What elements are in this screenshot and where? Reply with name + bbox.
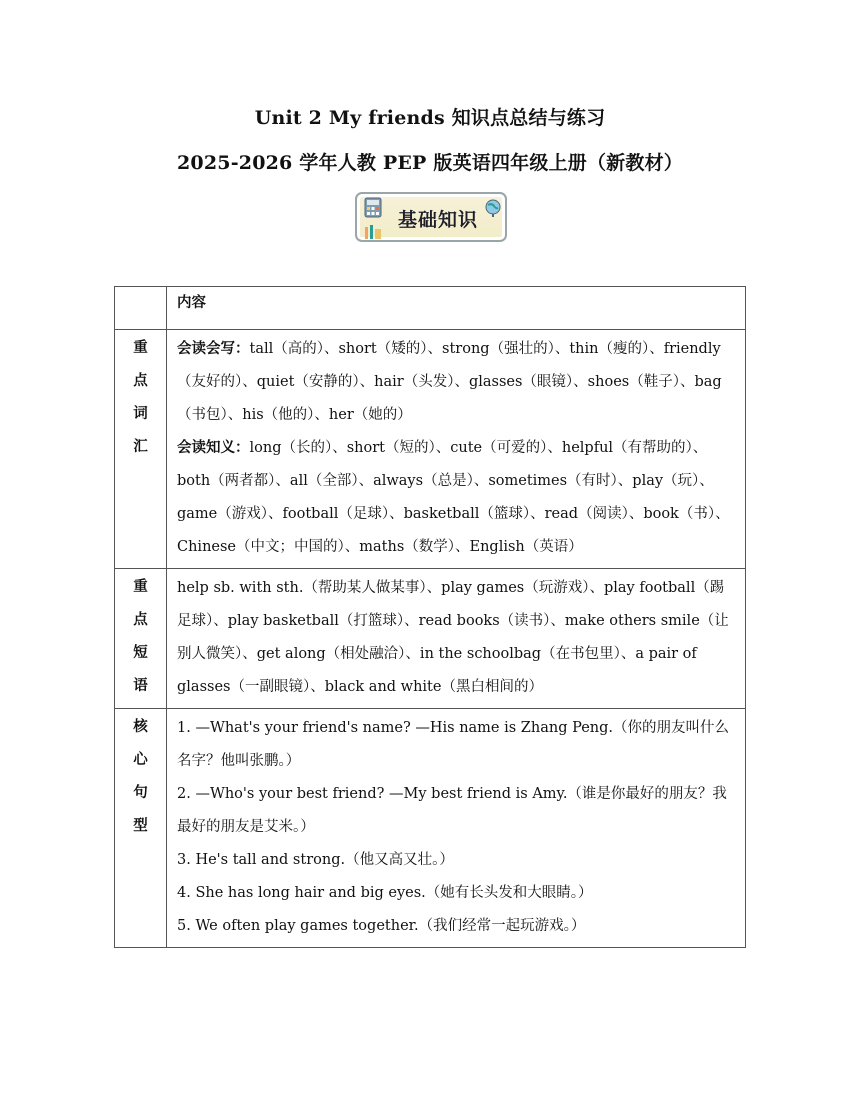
knowledge-table bbox=[114, 286, 746, 948]
document-title: Unit 2 My friends 知识点总结与练习 bbox=[254, 107, 606, 129]
header-content-cell: 内容 bbox=[167, 287, 746, 330]
sentence-item: 5. We often play games together.（我们经常一起玩游戏。） bbox=[177, 918, 586, 934]
phrases-row bbox=[115, 569, 746, 709]
section-badge bbox=[355, 192, 507, 242]
vocab-row bbox=[115, 330, 746, 569]
vocab-label: 重 点 词 汇 bbox=[115, 330, 167, 569]
sentence-item: 3. He's tall and strong.（他又高又壮。） bbox=[177, 852, 454, 868]
phrases-content: help sb. with sth.（帮助某人做某事）、play games（玩游戏）、play football（踢足球）、play basketball（打篮球）、read books（读书）、make others smile（让别人微笑）、get along（相处融洽）、in the schoolbag（在书包里）、a pair of glasses（一副眼镜）、black and white（黑白相间的） bbox=[167, 569, 746, 709]
sentences-row bbox=[115, 709, 746, 948]
badge-label: 基础知识 bbox=[397, 209, 478, 231]
know-label: 会读知义： bbox=[177, 440, 250, 456]
sentence-item: 4. She has long hair and big eyes.（她有长头发和大眼睛。） bbox=[177, 885, 593, 901]
header-empty-cell bbox=[115, 287, 167, 330]
stationery-icon bbox=[363, 224, 383, 240]
table-header-row bbox=[115, 287, 746, 330]
know-text: long（长的）、short（短的）、cute（可爱的）、helpful（有帮助的）、both（两者都）、all（全部）、always（总是）、sometimes（有时）、play（玩）、game（游戏）、football（足球）、basketball（篮球）、read（阅读）、book（书）、Chinese（中文；中国的）、maths（数学）、English（英语） bbox=[177, 440, 730, 555]
phrases-label: 重 点 短 语 bbox=[115, 569, 167, 709]
sentences-label: 核 心 句 型 bbox=[115, 709, 167, 948]
sentence-item: 2. —Who's your best friend? —My best friend is Amy.（谁是你最好的朋友？我最好的朋友是艾米。） bbox=[177, 786, 727, 835]
write-text: tall（高的）、short（矮的）、strong（强壮的）、thin（瘦的）、friendly（友好的）、quiet（安静的）、hair（头发）、glasses（眼镜）、shoes（鞋子）、bag（书包）、his（他的）、her（她的） bbox=[177, 341, 722, 423]
sentence-item: 1. —What's your friend's name? —His name is Zhang Peng.（你的朋友叫什么名字？他叫张鹏。） bbox=[177, 720, 730, 769]
write-label: 会读会写： bbox=[177, 341, 250, 357]
sentences-content bbox=[167, 709, 746, 948]
document-subtitle: 2025-2026 学年人教 PEP 版英语四年级上册（新教材） bbox=[177, 152, 683, 174]
vocab-content bbox=[167, 330, 746, 569]
calculator-icon bbox=[363, 197, 385, 219]
